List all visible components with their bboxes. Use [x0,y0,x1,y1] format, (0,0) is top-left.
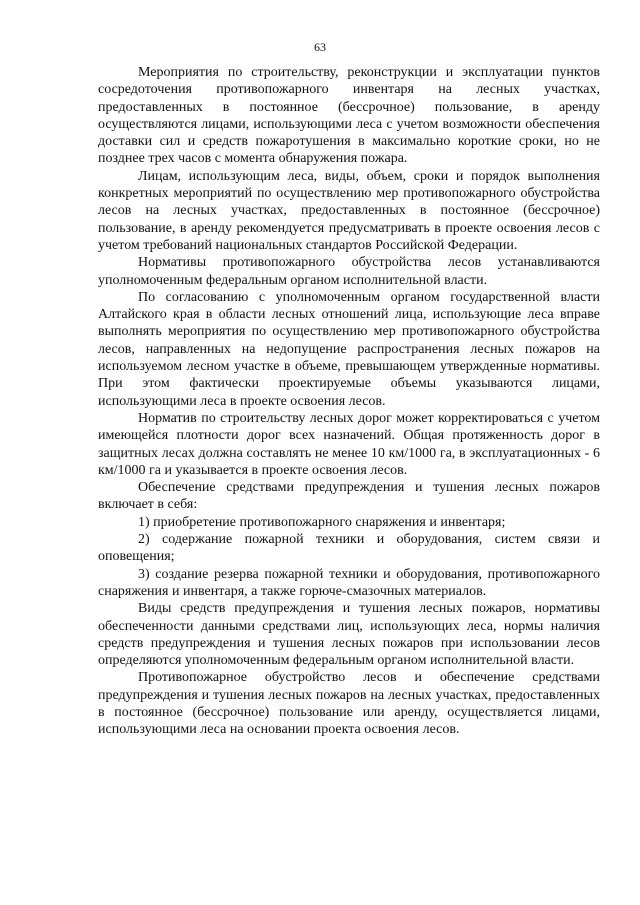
paragraph: Противопожарное обустройство лесов и обеспечение средствами предупреждения и тушения лесных пожаров на лесных участках, предоставленных в постоянное (бессрочное) пользование или аренду, осуществляется лицами, использующими леса на основании проекта освоения лесов. [98,670,600,738]
paragraph: Норматив по строительству лесных дорог может корректироваться с учетом имеющейся плотности дорог всех назначений. Общая протяженность дорог в защитных лесах должна составлять не менее 10 км/1000 га, в эксплуатационных - 6 км/1000 га и указывается в проекте освоения лесов. [98,410,600,478]
paragraph: Виды средств предупреждения и тушения лесных пожаров, нормативы обеспеченности данными средствами лиц, использующих леса, нормы наличия средств предупреждения и тушения лесных пожаров при использовании лесов определяются уполномоченным федеральным органом исполнительной власти. [98,601,600,669]
paragraph: Мероприятия по строительству, реконструкции и эксплуатации пунктов сосредоточения противопожарного инвентаря на лесных участках, предоставленных в постоянное (бессрочное) пользование, в аренду осуществляются лицами, использующими леса с учетом возможности обеспечения доставки сил и средств пожаротушения в максимально короткие сроки, но не позднее трех часов с момента обнаружения пожара. [98,65,600,167]
page-number: 63 [314,40,326,54]
paragraph: Нормативы противопожарного обустройства лесов устанавливаются уполномоченным федеральным органом исполнительной власти. [98,255,600,288]
body-text [98,64,600,739]
paragraph: Обеспечение средствами предупреждения и тушения лесных пожаров включает в себя: [98,480,600,513]
paragraph: Лицам, использующим леса, виды, объем, сроки и порядок выполнения конкретных мероприятий по осуществлению мер противопожарного обустройства лесов на лесных участках, предоставленных в постоянное (бессрочное) пользование, в аренду рекомендуется предусматривать в проекте освоения лесов с учетом требований национальных стандартов Российской Федерации. [98,168,600,253]
paragraph: По согласованию с уполномоченным органом государственной власти Алтайского края в области лесных отношений лица, использующие леса вправе выполнять мероприятия по осуществлению мер противопожарного обустройства лесов, направленных на недопущение распространения лесных пожаров на используемом лесном участке в объеме, превышающем утвержденные нормативы. При этом фактически проектируемые объемы указываются лицами, использующими леса в проекте освоения лесов. [98,289,600,409]
list-item: 3) создание резерва пожарной техники и оборудования, противопожарного снаряжения и инвентаря, а также горюче-смазочных материалов. [98,566,600,599]
list-item: 1) приобретение противопожарного снаряжения и инвентаря; [138,514,506,530]
list-item: 2) содержание пожарной техники и оборудования, систем связи и оповещения; [98,532,600,565]
